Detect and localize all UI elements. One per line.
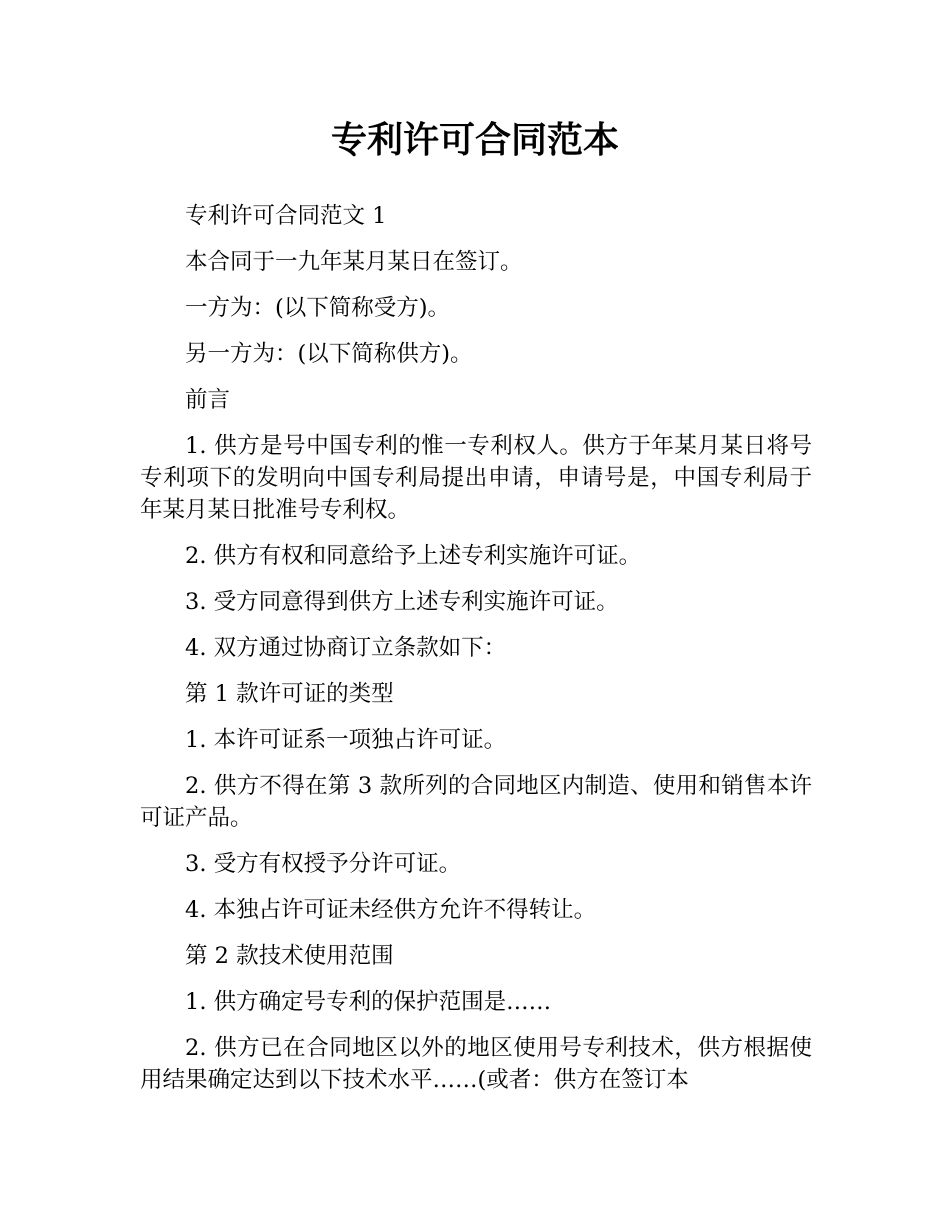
paragraph: 2. 供方不得在第 3 款所列的合同地区内制造、使用和销售本许可证产品。 — [140, 773, 812, 831]
section-heading-clause-2: 第 2 款技术使用范围 — [185, 943, 394, 969]
paragraph: 一方为：(以下简称受方)。 — [185, 295, 451, 321]
paragraph: 4. 双方通过协商订立条款如下： — [185, 635, 507, 661]
paragraph-heading: 专利许可合同范文 1 — [185, 203, 387, 229]
paragraph: 本合同于一九年某月某日在签订。 — [185, 249, 523, 275]
paragraph: 3. 受方同意得到供方上述专利实施许可证。 — [185, 589, 619, 615]
paragraph: 1. 供方是号中国专利的惟一专利权人。供方于年某月某日将号专利项下的发明向中国专利局提出申请，申请号是，中国专利局于年某月某日批准号专利权。 — [140, 433, 812, 523]
paragraph: 2. 供方有权和同意给予上述专利实施许可证。 — [185, 543, 642, 569]
section-heading-preface: 前言 — [185, 387, 231, 413]
paragraph: 1. 本许可证系一项独占许可证。 — [185, 727, 507, 753]
paragraph: 2. 供方已在合同地区以外的地区使用号专利技术，供方根据使用结果确定达到以下技术水平……(或者：供方在签订本 — [140, 1035, 812, 1093]
paragraph: 另一方为：(以下简称供方)。 — [185, 341, 473, 367]
document-body — [140, 200, 812, 1110]
section-heading-clause-1: 第 1 款许可证的类型 — [185, 681, 394, 707]
paragraph: 3. 受方有权授予分许可证。 — [185, 851, 462, 877]
document-title: 专利许可合同范本 — [330, 120, 619, 161]
paragraph: 1. 供方确定号专利的保护范围是…… — [185, 989, 552, 1015]
paragraph: 4. 本独占许可证未经供方允许不得转让。 — [185, 897, 597, 923]
